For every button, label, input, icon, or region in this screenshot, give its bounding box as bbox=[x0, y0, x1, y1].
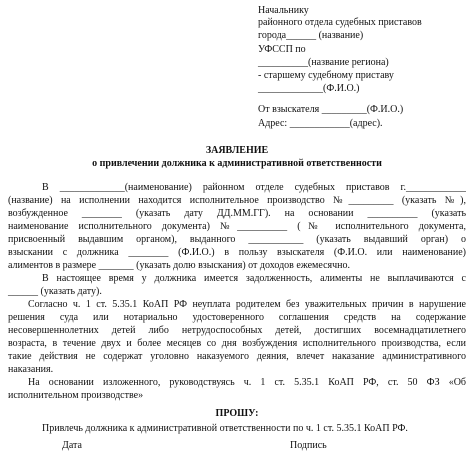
p1-line-3: возбужденное ________ (указать дату ДД.ММ.ГГ). на основании __________ (указать bbox=[8, 208, 466, 219]
p3-line-1: Согласно ч. 1 ст. 5.35.1 КоАП РФ неуплата родителем без уважительных причин в нарушение bbox=[28, 299, 466, 310]
p4-line-2: исполнительном производстве» bbox=[8, 390, 144, 401]
document-subtitle: о привлечении должника к административной ответственности bbox=[92, 158, 382, 169]
p3-line-5: такие действия не содержат уголовно наказуемого деяния, влечет наказание административного bbox=[8, 351, 466, 362]
p3-line-3: несовершеннолетних детей либо нетрудоспособных детей, достигших восемнадцатилетнего bbox=[8, 325, 466, 336]
p2-line-1: В настоящее время у должника имеется задолженность, алименты не выплачиваются с bbox=[42, 273, 466, 284]
p1-line-1: В _____________(наименование) районном отделе судебных приставов г.____________ bbox=[42, 182, 466, 193]
p1-line-6: взыскании с должника ________ (Ф.И.О.) в пользу взыскателя (Ф.И.О. или наименование) bbox=[8, 247, 466, 258]
request-heading: ПРОШУ: bbox=[215, 408, 259, 419]
header-line-9: Адрес: ____________(адрес). bbox=[258, 118, 383, 129]
date-label: Дата bbox=[62, 440, 82, 451]
p3-line-2: решения суда или нотариально удостоверенного соглашения средств на содержание bbox=[8, 312, 466, 323]
p1-line-7: алиментов в размере _______ (указать долю взыскания) от доходов ежемесячно. bbox=[8, 260, 350, 271]
p3-line-6: наказания. bbox=[8, 364, 54, 375]
p3-line-4: возраста, в течение двух и более месяцев со дня возбуждения исполнительного производства, если bbox=[8, 338, 466, 349]
p1-line-4: наименование исполнительного документа) №__________ (№ исполнительного документа, bbox=[8, 221, 466, 232]
header-line-3: города______ (название) bbox=[258, 30, 364, 41]
p4-line-1: На основании изложенного, руководствуясь ч. 1 ст. 5.35.1 КоАП РФ, ст. 50 ФЗ «Об bbox=[28, 377, 466, 388]
header-line-5: __________(название региона) bbox=[258, 57, 389, 68]
header-line-8: От взыскателя _________(Ф.И.О.) bbox=[258, 104, 404, 115]
p2-line-2: ______ (указать дату). bbox=[8, 286, 102, 297]
p1-line-5: присвоенный выдавшим органом), выданного ___________ (указать выдавший орган) о bbox=[8, 234, 466, 245]
header-line-6: - старшему судебному приставу bbox=[258, 70, 394, 81]
request-text: Привлечь должника к административной ответственности по ч. 1 ст. 5.35.1 КоАП РФ. bbox=[42, 423, 408, 434]
header-line-4: УФССП по bbox=[258, 44, 306, 55]
header-line-2: районного отдела судебных приставов bbox=[258, 17, 422, 28]
signature-label: Подпись bbox=[290, 440, 327, 451]
document-title: ЗАЯВЛЕНИЕ bbox=[205, 145, 269, 156]
p1-line-2: (название) на исполнении находится исполнительное производство №_________ (указать №), bbox=[8, 195, 466, 206]
header-line-1: Начальнику bbox=[258, 5, 309, 16]
header-line-7: _____________(Ф.И.О.) bbox=[258, 83, 360, 94]
